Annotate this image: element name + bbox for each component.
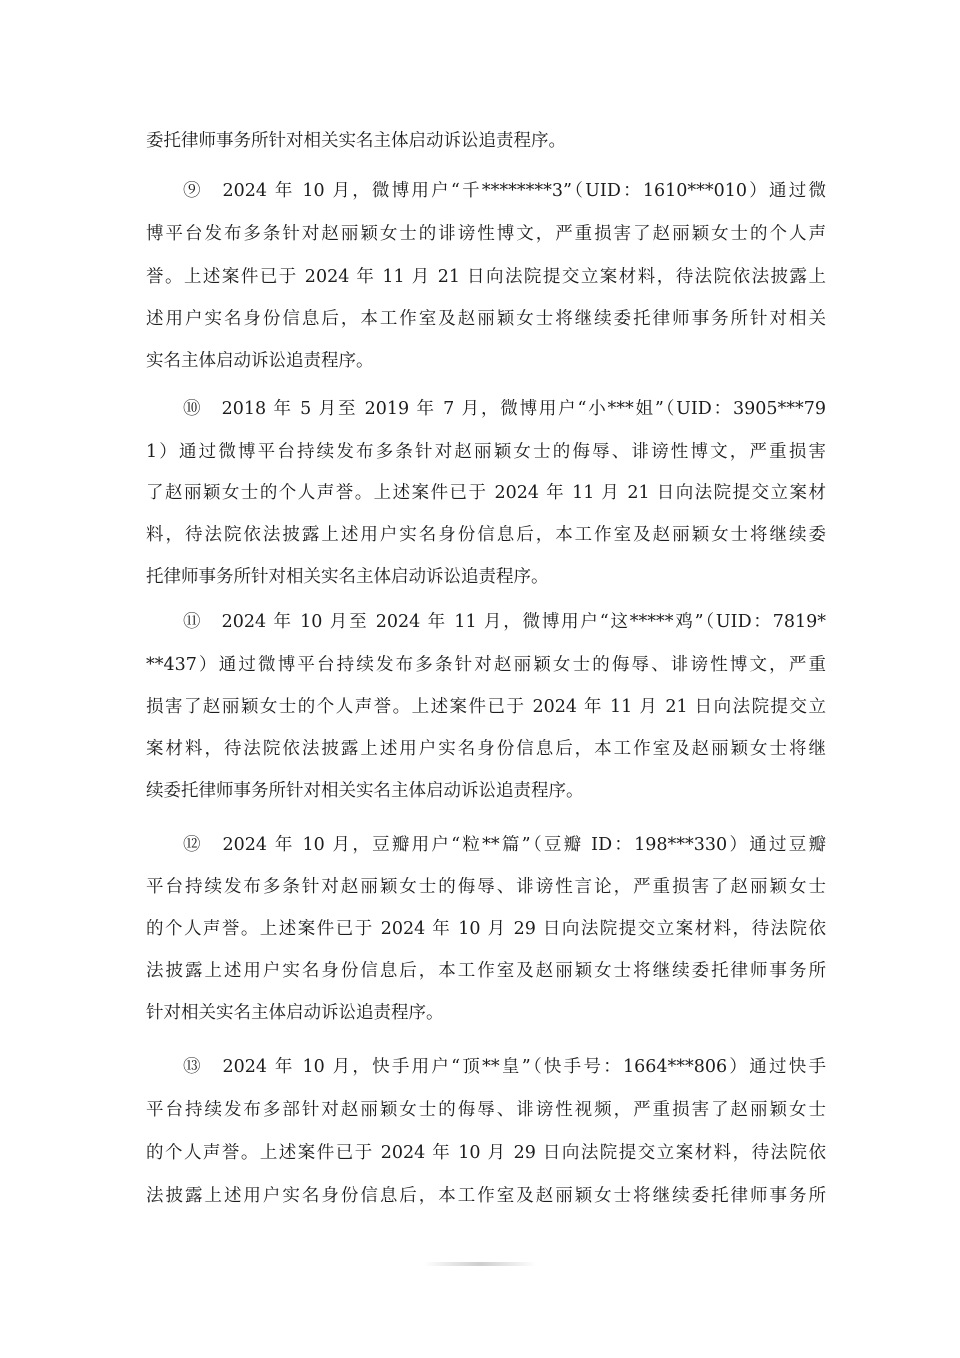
paragraph-line: 平台持续发布多条针对赵丽颖女士的侮辱、诽谤性言论，严重损害了赵丽颖女士: [146, 877, 826, 897]
page-scroll-indicator[interactable]: [424, 1262, 536, 1266]
paragraph-line: 法披露上述用户实名身份信息后，本工作室及赵丽颖女士将继续委托律师事务所: [146, 1186, 826, 1206]
paragraph-line: 损害了赵丽颖女士的个人声誉。上述案件已于 2024 年 11 月 21 日向法院提交立: [146, 697, 826, 717]
paragraph-line: ⑫ 2024 年 10 月，豆瓣用户“粒**篇”（豆瓣 ID：198***330）通过豆瓣: [183, 835, 826, 855]
paragraph-line: 誉。上述案件已于 2024 年 11 月 21 日向法院提交立案材料，待法院依法披露上: [146, 267, 826, 287]
paragraph-line: 1）通过微博平台持续发布多条针对赵丽颖女士的侮辱、诽谤性博文，严重损害: [146, 442, 826, 462]
paragraph-line: 料，待法院依法披露上述用户实名身份信息后，本工作室及赵丽颖女士将继续委: [146, 525, 826, 545]
paragraph-line: 案材料，待法院依法披露上述用户实名身份信息后，本工作室及赵丽颖女士将继: [146, 739, 826, 759]
paragraph-line: 了赵丽颖女士的个人声誉。上述案件已于 2024 年 11 月 21 日向法院提交立案材: [146, 483, 826, 503]
paragraph-line: 的个人声誉。上述案件已于 2024 年 10 月 29 日向法院提交立案材料，待法院依: [146, 1143, 826, 1163]
paragraph-line: 托律师事务所针对相关实名主体启动诉讼追责程序。: [146, 567, 549, 587]
paragraph-line: ⑩ 2018 年 5 月至 2019 年 7 月，微博用户“小***姐”（UID：3905***79: [183, 399, 826, 419]
paragraph-line: 法披露上述用户实名身份信息后，本工作室及赵丽颖女士将继续委托律师事务所: [146, 961, 826, 981]
paragraph-line: ⑪ 2024 年 10 月至 2024 年 11 月，微博用户“这*****鸡”（UID：7819*: [183, 612, 826, 632]
paragraph-line: **437）通过微博平台持续发布多条针对赵丽颖女士的侮辱、诽谤性博文，严重: [146, 655, 826, 675]
paragraph-line: 的个人声誉。上述案件已于 2024 年 10 月 29 日向法院提交立案材料，待法院依: [146, 919, 826, 939]
paragraph-line: ⑬ 2024 年 10 月，快手用户“顶**皇”（快手号：1664***806）通过快手: [183, 1057, 826, 1077]
paragraph-line: 述用户实名身份信息后，本工作室及赵丽颖女士将继续委托律师事务所针对相关: [146, 309, 826, 329]
paragraph-line: 实名主体启动诉讼追责程序。: [146, 351, 374, 371]
paragraph-line: 针对相关实名主体启动诉讼追责程序。: [146, 1003, 444, 1023]
paragraph-line: 平台持续发布多部针对赵丽颖女士的侮辱、诽谤性视频，严重损害了赵丽颖女士: [146, 1100, 826, 1120]
intro-line: 委托律师事务所针对相关实名主体启动诉讼追责程序。: [146, 131, 566, 151]
paragraph-line: ⑨ 2024 年 10 月，微博用户“千********3”（UID：1610***010）通过微: [183, 181, 826, 201]
paragraph-line: 博平台发布多条针对赵丽颖女士的诽谤性博文，严重损害了赵丽颖女士的个人声: [146, 224, 826, 244]
paragraph-line: 续委托律师事务所针对相关实名主体启动诉讼追责程序。: [146, 781, 584, 801]
